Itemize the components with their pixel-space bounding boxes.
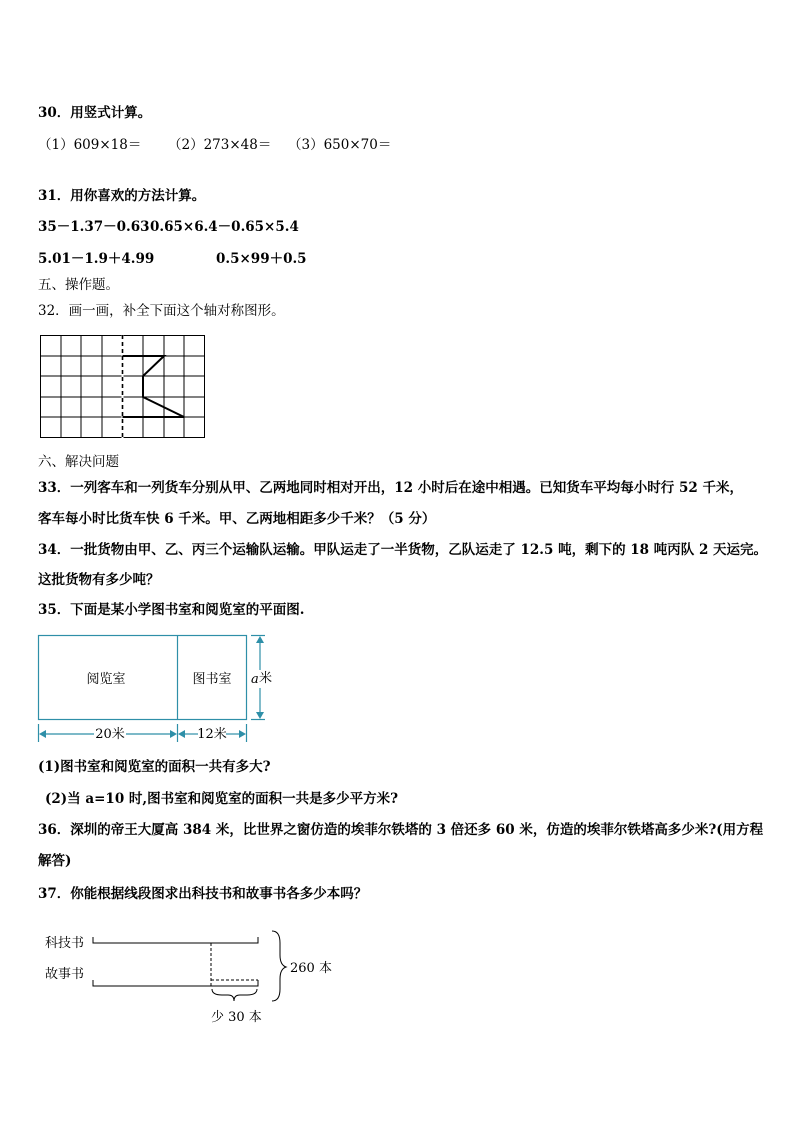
- tech-books-label: 科技书: [45, 936, 85, 951]
- q31-expr-2: 0.65×6.4－0.65×5.4: [150, 219, 299, 235]
- left-width-label: 20米: [95, 727, 125, 742]
- q31-title: 31．用你喜欢的方法计算。: [38, 188, 206, 204]
- q30-title: 30．用竖式计算。: [38, 105, 152, 121]
- floor-plan-diagram: [36, 632, 276, 744]
- height-unit: 米: [259, 671, 273, 686]
- line-segment-diagram: [40, 925, 350, 1030]
- q35-title: 35．下面是某小学图书室和阅览室的平面图.: [38, 602, 305, 618]
- right-width-label: 12米: [197, 727, 227, 742]
- reading-room-label: 阅览室: [86, 672, 126, 687]
- story-books-label: 故事书: [45, 967, 85, 982]
- q34-line-2: 这批货物有多少吨？: [38, 572, 160, 588]
- q32-title: 32．画一画，补全下面这个轴对称图形。: [38, 303, 285, 319]
- section-5-heading: 五、操作题。: [38, 277, 119, 293]
- q31-expr-3: 5.01－1.9＋4.99: [38, 251, 155, 267]
- q30-item-1: （1）609×18＝: [38, 137, 142, 153]
- height-variable: a: [251, 672, 259, 687]
- q31-expr-1: 35－1.37－0.63: [38, 219, 150, 235]
- q36-line-1: 36．深圳的帝王大厦高 384 米，比世界之窗仿造的埃菲尔铁塔的 3 倍还多 60 米，仿造的埃菲尔铁塔高多少米?(用方程: [38, 822, 764, 838]
- q30-item-3: （3）650×70＝: [288, 137, 392, 153]
- library-room-label: 图书室: [192, 672, 232, 687]
- q36-line-2: 解答): [38, 853, 72, 869]
- total-label: 260 本: [290, 961, 332, 976]
- symmetry-grid: [40, 335, 206, 439]
- q34-line-1: 34．一批货物由甲、乙、丙三个运输队运输。甲队运走了一半货物，乙队运走了 12.5 吨，剩下的 18 吨丙队 2 天运完。: [38, 542, 768, 558]
- section-6-heading: 六、解决问题: [38, 454, 119, 470]
- q35-sub-2: (2)当 a=10 时,图书室和阅览室的面积一共是多少平方米?: [45, 791, 399, 807]
- q31-expr-4: 0.5×99＋0.5: [216, 251, 307, 267]
- q37-title: 37．你能根据线段图求出科技书和故事书各多少本吗？: [38, 886, 368, 902]
- difference-label: 少 30 本: [211, 1010, 262, 1025]
- q33-line-2: 客车每小时比货车快 6 千米。甲、乙两地相距多少千米？（5 分）: [38, 511, 436, 527]
- q35-sub-1: (1)图书室和阅览室的面积一共有多大?: [38, 759, 271, 775]
- q33-line-1: 33．一列客车和一列货车分别从甲、乙两地同时相对开出，12 小时后在途中相遇。已知货车平均每小时行 52 千米，: [38, 480, 743, 496]
- q30-item-2: （2）273×48＝: [168, 137, 272, 153]
